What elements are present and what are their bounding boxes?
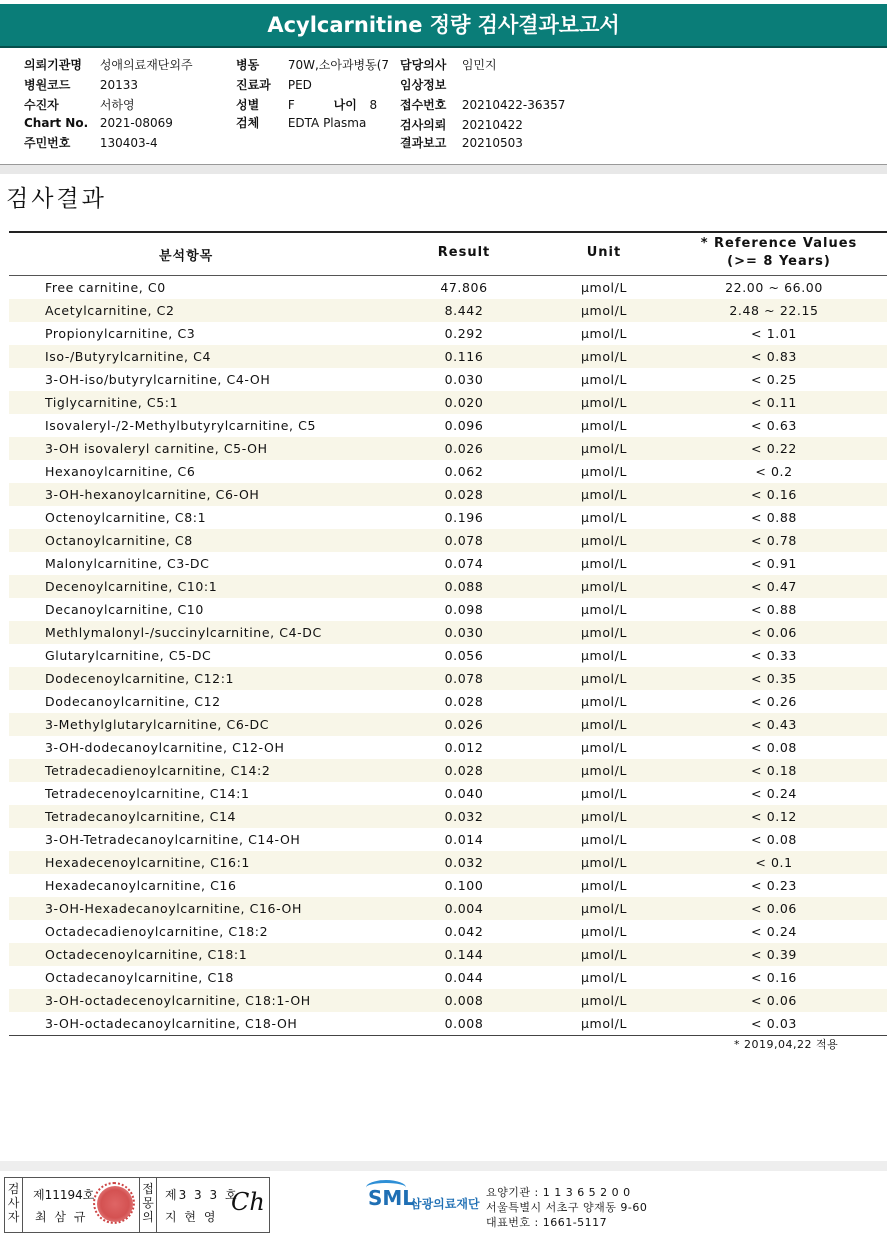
signature-box <box>4 1177 270 1233</box>
cell-result: 0.012 <box>444 740 484 755</box>
cell-item-name: 3-OH isovaleryl carnitine, C5-OH <box>45 441 268 456</box>
cell-result: 0.020 <box>444 395 484 410</box>
cell-unit: μmol/L <box>580 855 628 870</box>
footer-band <box>0 1161 887 1171</box>
table-row <box>9 736 887 759</box>
cell-unit: μmol/L <box>580 694 628 709</box>
info-label: 검사의뢰 <box>400 118 447 132</box>
confirmer-role: 접몽의 <box>139 1178 157 1232</box>
cell-reference: < 1.01 <box>751 326 797 341</box>
info-value: 임민지 <box>461 58 497 72</box>
cell-unit: μmol/L <box>580 786 628 801</box>
cell-result: 0.028 <box>444 694 484 709</box>
cell-reference: < 0.47 <box>751 579 797 594</box>
table-row <box>9 437 887 460</box>
cell-result: 0.056 <box>444 648 484 663</box>
info-label: 수진자 <box>24 98 59 112</box>
info-value: EDTA Plasma <box>287 116 367 130</box>
cell-result: 47.806 <box>440 280 488 295</box>
header-ref-line2: (>= 8 Years) <box>727 254 831 269</box>
table-row <box>9 414 887 437</box>
table-row <box>9 621 887 644</box>
cell-reference: < 0.25 <box>751 372 797 387</box>
cell-result: 0.008 <box>444 993 484 1008</box>
table-row <box>9 391 887 414</box>
info-label: Chart No. <box>24 116 89 130</box>
cell-item-name: Tiglycarnitine, C5:1 <box>45 395 179 410</box>
cell-reference: < 0.18 <box>751 763 797 778</box>
cell-reference: < 0.39 <box>751 947 797 962</box>
cell-item-name: Isovaleryl-/2-Methylbutyrylcarnitine, C5 <box>45 418 317 433</box>
cell-item-name: Glutarylcarnitine, C5-DC <box>45 648 212 663</box>
cell-reference: < 0.06 <box>751 625 797 640</box>
cell-result: 0.028 <box>444 763 484 778</box>
table-row <box>9 368 887 391</box>
info-value: 8 <box>369 98 378 112</box>
info-value: 70W,소아과병동(7 <box>287 58 390 72</box>
info-label: 결과보고 <box>400 136 447 150</box>
info-value: PED <box>287 78 312 92</box>
cell-result: 0.008 <box>444 1016 484 1031</box>
header-item: 분석항목 <box>159 249 214 264</box>
info-report-date <box>400 134 523 151</box>
table-row <box>9 276 887 299</box>
cell-reference: < 0.12 <box>751 809 797 824</box>
cell-reference: < 0.26 <box>751 694 797 709</box>
cell-unit: μmol/L <box>580 602 628 617</box>
info-label: 의뢰기관명 <box>24 58 82 72</box>
cell-item-name: 3-Methylglutarylcarnitine, C6-DC <box>45 717 270 732</box>
cell-item-name: 3-OH-iso/butyrylcarnitine, C4-OH <box>45 372 271 387</box>
info-label: 임상정보 <box>400 78 447 92</box>
cell-unit: μmol/L <box>580 924 628 939</box>
results-table <box>9 231 887 1036</box>
reviewer-role: 검사자 <box>5 1178 23 1232</box>
info-receipt-no <box>400 96 565 113</box>
cell-item-name: Malonylcarnitine, C3-DC <box>45 556 210 571</box>
info-label: 검체 <box>236 116 260 130</box>
info-value: 20133 <box>99 78 139 92</box>
cell-reference: < 0.43 <box>751 717 797 732</box>
table-row <box>9 299 887 322</box>
cell-item-name: Decanoylcarnitine, C10 <box>45 602 204 617</box>
cell-reference: < 0.16 <box>751 487 797 502</box>
info-label: 주민번호 <box>24 136 71 150</box>
cell-item-name: 3-OH-octadecanoylcarnitine, C18-OH <box>45 1016 298 1031</box>
info-value: F <box>287 98 295 112</box>
table-row <box>9 598 887 621</box>
cell-unit: μmol/L <box>580 901 628 916</box>
cell-item-name: Hexadecenoylcarnitine, C16:1 <box>45 855 250 870</box>
cell-result: 0.028 <box>444 487 484 502</box>
cell-reference: < 0.11 <box>751 395 797 410</box>
cell-item-name: Acetylcarnitine, C2 <box>45 303 175 318</box>
cell-item-name: Tetradecadienoylcarnitine, C14:2 <box>45 763 271 778</box>
info-requester <box>24 56 193 73</box>
cell-unit: μmol/L <box>580 533 628 548</box>
cell-result: 0.030 <box>444 372 484 387</box>
reviewer-name: 최 삼 규 <box>35 1210 88 1224</box>
cell-reference: < 0.06 <box>751 993 797 1008</box>
cell-reference: < 0.33 <box>751 648 797 663</box>
info-label: 병원코드 <box>24 78 71 92</box>
cell-unit: μmol/L <box>580 303 628 318</box>
header-ref-line1: * Reference Values <box>700 236 858 251</box>
table-row <box>9 966 887 989</box>
cell-result: 0.032 <box>444 855 484 870</box>
cell-result: 0.004 <box>444 901 484 916</box>
patient-info-panel <box>0 48 887 165</box>
table-row <box>9 782 887 805</box>
cell-result: 0.292 <box>444 326 484 341</box>
cell-result: 0.032 <box>444 809 484 824</box>
table-row <box>9 851 887 874</box>
cell-result: 0.026 <box>444 717 484 732</box>
table-row <box>9 759 887 782</box>
info-label: 병동 <box>236 58 260 72</box>
info-label: 진료과 <box>236 78 271 92</box>
table-row <box>9 690 887 713</box>
cell-item-name: Octanoylcarnitine, C8 <box>45 533 193 548</box>
cell-unit: μmol/L <box>580 395 628 410</box>
cell-unit: μmol/L <box>580 763 628 778</box>
info-chart-no <box>24 116 173 130</box>
cell-reference: 22.00 ~ 66.00 <box>725 280 823 295</box>
cell-item-name: Tetradecanoylcarnitine, C14 <box>45 809 237 824</box>
table-row <box>9 943 887 966</box>
cell-unit: μmol/L <box>580 464 628 479</box>
info-label: 나이 <box>333 98 357 112</box>
cell-unit: μmol/L <box>580 441 628 456</box>
info-doctor <box>400 56 497 73</box>
cell-unit: μmol/L <box>580 740 628 755</box>
info-department <box>236 76 312 93</box>
cell-unit: μmol/L <box>580 280 628 295</box>
seal-stamp <box>97 1186 133 1222</box>
cell-reference: < 0.63 <box>751 418 797 433</box>
cell-reference: < 0.78 <box>751 533 797 548</box>
org-line3: 대표번호 : 1661-5117 <box>486 1216 608 1229</box>
cell-reference: < 0.24 <box>751 786 797 801</box>
table-row <box>9 529 887 552</box>
info-label: 성별 <box>236 98 260 112</box>
cell-item-name: Methlymalonyl-/succinylcarnitine, C4-DC <box>45 625 322 640</box>
info-value: 20210422-36357 <box>461 98 566 112</box>
cell-unit: μmol/L <box>580 625 628 640</box>
info-patient <box>24 96 135 113</box>
reviewer-license: 제11194호 <box>33 1188 95 1202</box>
cell-result: 0.116 <box>444 349 484 364</box>
logo-sml: SML <box>368 1186 416 1210</box>
cell-result: 0.026 <box>444 441 484 456</box>
table-row <box>9 805 887 828</box>
table-row <box>9 874 887 897</box>
table-row <box>9 552 887 575</box>
info-value: 130403-4 <box>99 136 158 150</box>
cell-reference: < 0.88 <box>751 510 797 525</box>
cell-result: 0.100 <box>444 878 484 893</box>
section-title: 검사결과 <box>6 186 107 212</box>
info-value: 성애의료재단외주 <box>99 58 193 72</box>
cell-result: 0.040 <box>444 786 484 801</box>
info-clinical <box>400 76 462 93</box>
info-hospital-code <box>24 76 138 93</box>
table-row <box>9 667 887 690</box>
cell-result: 0.096 <box>444 418 484 433</box>
info-request-date <box>400 116 523 133</box>
cell-item-name: Hexanoylcarnitine, C6 <box>45 464 196 479</box>
cell-unit: μmol/L <box>580 487 628 502</box>
report-title: Acylcarnitine 정량 검사결과보고서 <box>0 4 887 48</box>
footnote: * 2019,04,22 적용 <box>734 1038 839 1051</box>
cell-unit: μmol/L <box>580 970 628 985</box>
cell-item-name: Octadecanoylcarnitine, C18 <box>45 970 234 985</box>
cell-unit: μmol/L <box>580 372 628 387</box>
cell-reference: < 0.08 <box>751 832 797 847</box>
handwritten-signature: Ch <box>231 1188 265 1216</box>
table-body <box>9 276 887 1035</box>
table-row <box>9 713 887 736</box>
cell-item-name: Free carnitine, C0 <box>45 280 166 295</box>
cell-item-name: 3-OH-Tetradecanoylcarnitine, C14-OH <box>45 832 301 847</box>
info-label: 담당의사 <box>400 58 447 72</box>
cell-item-name: Tetradecenoylcarnitine, C14:1 <box>45 786 250 801</box>
table-row <box>9 644 887 667</box>
cell-reference: < 0.06 <box>751 901 797 916</box>
info-specimen <box>236 114 366 131</box>
cell-unit: μmol/L <box>580 878 628 893</box>
cell-unit: μmol/L <box>580 349 628 364</box>
cell-reference: < 0.1 <box>755 855 793 870</box>
table-row <box>9 575 887 598</box>
cell-reference: < 0.91 <box>751 556 797 571</box>
cell-result: 0.044 <box>444 970 484 985</box>
org-line2: 서울특별시 서초구 양재동 9-60 <box>486 1201 648 1214</box>
info-value: 2021-08069 <box>99 116 173 130</box>
cell-item-name: Propionylcarnitine, C3 <box>45 326 196 341</box>
cell-reference: < 0.24 <box>751 924 797 939</box>
cell-unit: μmol/L <box>580 809 628 824</box>
cell-item-name: Iso-/Butyrylcarnitine, C4 <box>45 349 212 364</box>
cell-item-name: 3-OH-Hexadecanoylcarnitine, C16-OH <box>45 901 302 916</box>
cell-item-name: Decenoylcarnitine, C10:1 <box>45 579 218 594</box>
cell-item-name: 3-OH-dodecanoylcarnitine, C12-OH <box>45 740 285 755</box>
cell-reference: < 0.83 <box>751 349 797 364</box>
cell-result: 0.144 <box>444 947 484 962</box>
cell-result: 0.014 <box>444 832 484 847</box>
info-label: 접수번호 <box>400 98 447 112</box>
cell-unit: μmol/L <box>580 947 628 962</box>
table-row <box>9 897 887 920</box>
cell-result: 0.098 <box>444 602 484 617</box>
cell-item-name: Octenoylcarnitine, C8:1 <box>45 510 207 525</box>
cell-reference: < 0.22 <box>751 441 797 456</box>
cell-unit: μmol/L <box>580 648 628 663</box>
cell-unit: μmol/L <box>580 1016 628 1031</box>
cell-reference: < 0.03 <box>751 1016 797 1031</box>
cell-reference: < 0.35 <box>751 671 797 686</box>
cell-item-name: Dodecanoylcarnitine, C12 <box>45 694 221 709</box>
cell-item-name: Hexadecanoylcarnitine, C16 <box>45 878 237 893</box>
cell-result: 0.042 <box>444 924 484 939</box>
table-row <box>9 345 887 368</box>
cell-unit: μmol/L <box>580 326 628 341</box>
table-row <box>9 460 887 483</box>
cell-item-name: Octadecadienoylcarnitine, C18:2 <box>45 924 269 939</box>
cell-reference: < 0.2 <box>755 464 793 479</box>
info-value: 20210422 <box>461 118 523 132</box>
table-row <box>9 828 887 851</box>
cell-reference: < 0.16 <box>751 970 797 985</box>
table-header <box>9 231 887 276</box>
cell-unit: μmol/L <box>580 832 628 847</box>
cell-item-name: Octadecenoylcarnitine, C18:1 <box>45 947 248 962</box>
cell-result: 0.078 <box>444 671 484 686</box>
divider-band <box>0 165 887 174</box>
cell-result: 0.030 <box>444 625 484 640</box>
cell-unit: μmol/L <box>580 717 628 732</box>
info-sex <box>236 96 377 113</box>
cell-item-name: 3-OH-octadecenoylcarnitine, C18:1-OH <box>45 993 311 1008</box>
info-value: 서하영 <box>99 98 135 112</box>
cell-unit: μmol/L <box>580 579 628 594</box>
cell-unit: μmol/L <box>580 556 628 571</box>
confirmer-name: 지 현 영 <box>165 1210 218 1224</box>
cell-result: 0.062 <box>444 464 484 479</box>
cell-unit: μmol/L <box>580 993 628 1008</box>
cell-item-name: 3-OH-hexanoylcarnitine, C6-OH <box>45 487 260 502</box>
cell-unit: μmol/L <box>580 510 628 525</box>
cell-result: 0.074 <box>444 556 484 571</box>
cell-unit: μmol/L <box>580 671 628 686</box>
cell-reference: < 0.88 <box>751 602 797 617</box>
cell-reference: < 0.08 <box>751 740 797 755</box>
table-row <box>9 920 887 943</box>
cell-reference: 2.48 ~ 22.15 <box>729 303 819 318</box>
info-value: 20210503 <box>461 136 523 150</box>
cell-result: 0.078 <box>444 533 484 548</box>
header-result: Result <box>437 245 491 260</box>
info-resident-no <box>24 134 158 151</box>
header-unit: Unit <box>586 245 622 260</box>
cell-result: 8.442 <box>444 303 484 318</box>
cell-unit: μmol/L <box>580 418 628 433</box>
table-row <box>9 506 887 529</box>
table-row <box>9 989 887 1012</box>
table-row <box>9 322 887 345</box>
info-ward <box>236 56 389 73</box>
confirmer-license: 제3 3 3 호 <box>165 1188 239 1202</box>
cell-item-name: Dodecenoylcarnitine, C12:1 <box>45 671 235 686</box>
org-name: 삼광의료재단 <box>410 1197 480 1211</box>
org-line1: 요양기관 : 1 1 3 6 5 2 0 0 <box>486 1186 631 1199</box>
cell-reference: < 0.23 <box>751 878 797 893</box>
table-row <box>9 1012 887 1035</box>
table-row <box>9 483 887 506</box>
cell-result: 0.088 <box>444 579 484 594</box>
cell-result: 0.196 <box>444 510 484 525</box>
